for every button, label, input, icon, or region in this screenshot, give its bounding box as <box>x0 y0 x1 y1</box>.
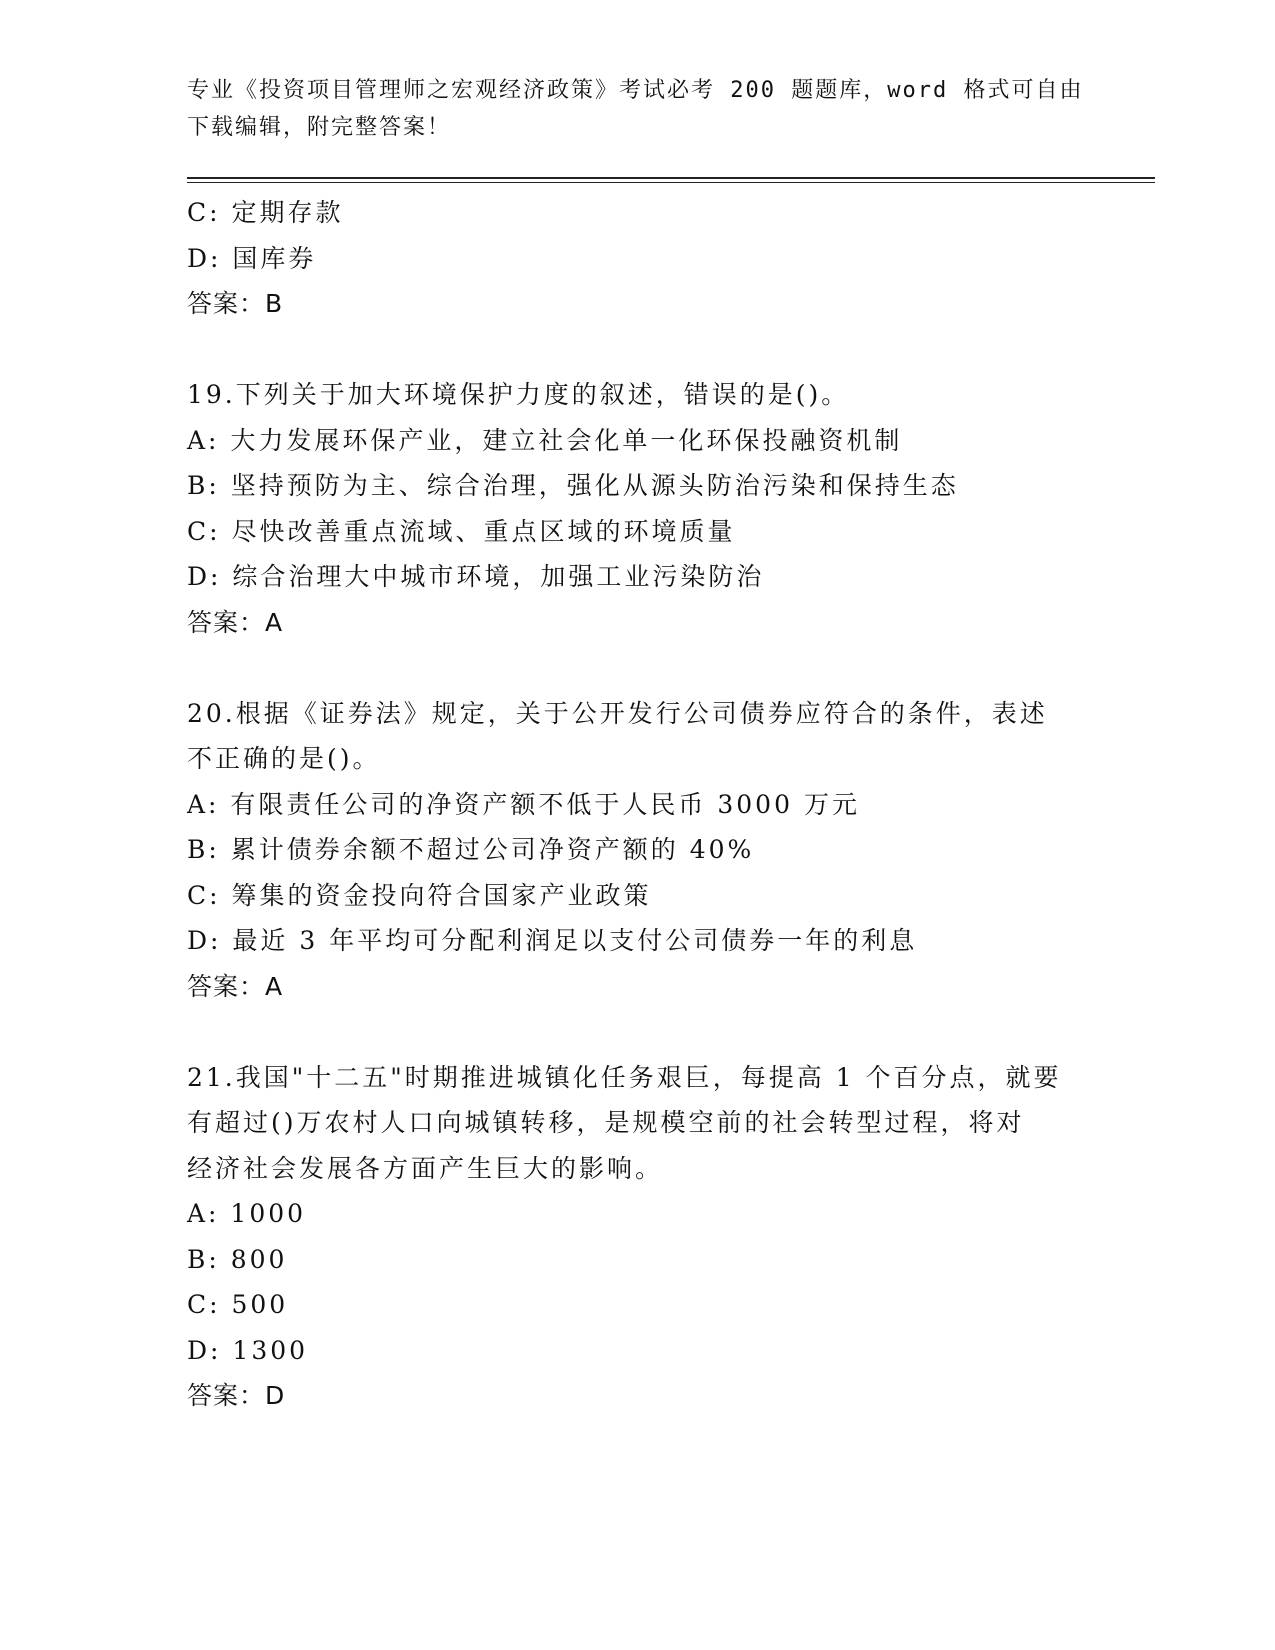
header-divider-thin <box>187 182 1155 183</box>
option-a: A: 大力发展环保产业，建立社会化单一化环保投融资机制 <box>187 425 903 455</box>
question-stem-line-3: 经济社会发展各方面产生巨大的影响。 <box>187 1153 664 1183</box>
spacer <box>187 645 1087 691</box>
header-line-2: 下载编辑，附完整答案！ <box>187 115 452 140</box>
spacer <box>187 327 1087 373</box>
question-stem-line-1: 21.我国"十二五"时期推进城镇化任务艰巨，每提高 1 个百分点，就要 <box>187 1062 1062 1092</box>
option-b: B: 坚持预防为主、综合治理，强化从源头防治污染和保持生态 <box>187 471 959 500</box>
question-stem-line-1: 20.根据《证券法》规定，关于公开发行公司债券应符合的条件，表述 <box>187 698 1048 728</box>
option-c: C: 尽快改善重点流域、重点区域的环境质量 <box>187 516 736 546</box>
option-b: B: 800 <box>187 1244 288 1274</box>
question-21 <box>187 1055 1087 1419</box>
carry-over-question <box>187 190 1087 327</box>
header-divider-thick <box>187 177 1155 179</box>
question-stem-line-2: 有超过()万农村人口向城镇转移，是规模空前的社会转型过程，将对 <box>187 1108 1025 1137</box>
option-c: C: 筹集的资金投向符合国家产业政策 <box>187 880 652 910</box>
answer-line: 答案：B <box>187 289 284 318</box>
option-c: C: 定期存款 <box>187 198 344 227</box>
option-d: D: 1300 <box>187 1335 309 1365</box>
answer-line: 答案：D <box>187 1381 286 1410</box>
question-stem-line-2: 不正确的是()。 <box>187 744 381 773</box>
option-d: D: 最近 3 年平均可分配利润足以支付公司债券一年的利息 <box>187 926 918 955</box>
option-b: B: 累计债券余额不超过公司净资产额的 40% <box>187 835 755 864</box>
question-20 <box>187 691 1087 1010</box>
question-19 <box>187 372 1087 645</box>
option-a: A: 1000 <box>187 1199 307 1228</box>
spacer <box>187 1009 1087 1055</box>
question-stem: 19.下列关于加大环境保护力度的叙述，错误的是()。 <box>187 380 850 409</box>
question-content <box>187 190 1087 1419</box>
answer-line: 答案：A <box>187 607 284 637</box>
option-a: A: 有限责任公司的净资产额不低于人民币 3000 万元 <box>187 789 860 819</box>
option-d: D: 综合治理大中城市环境，加强工业污染防治 <box>187 562 765 591</box>
option-c: C: 500 <box>187 1290 289 1319</box>
document-header <box>187 72 1087 146</box>
option-d: D: 国库券 <box>187 243 317 273</box>
header-line-1: 专业《投资项目管理师之宏观经济政策》考试必考 200 题题库，word 格式可自由 <box>187 78 1084 103</box>
answer-line: 答案：A <box>187 971 284 1001</box>
